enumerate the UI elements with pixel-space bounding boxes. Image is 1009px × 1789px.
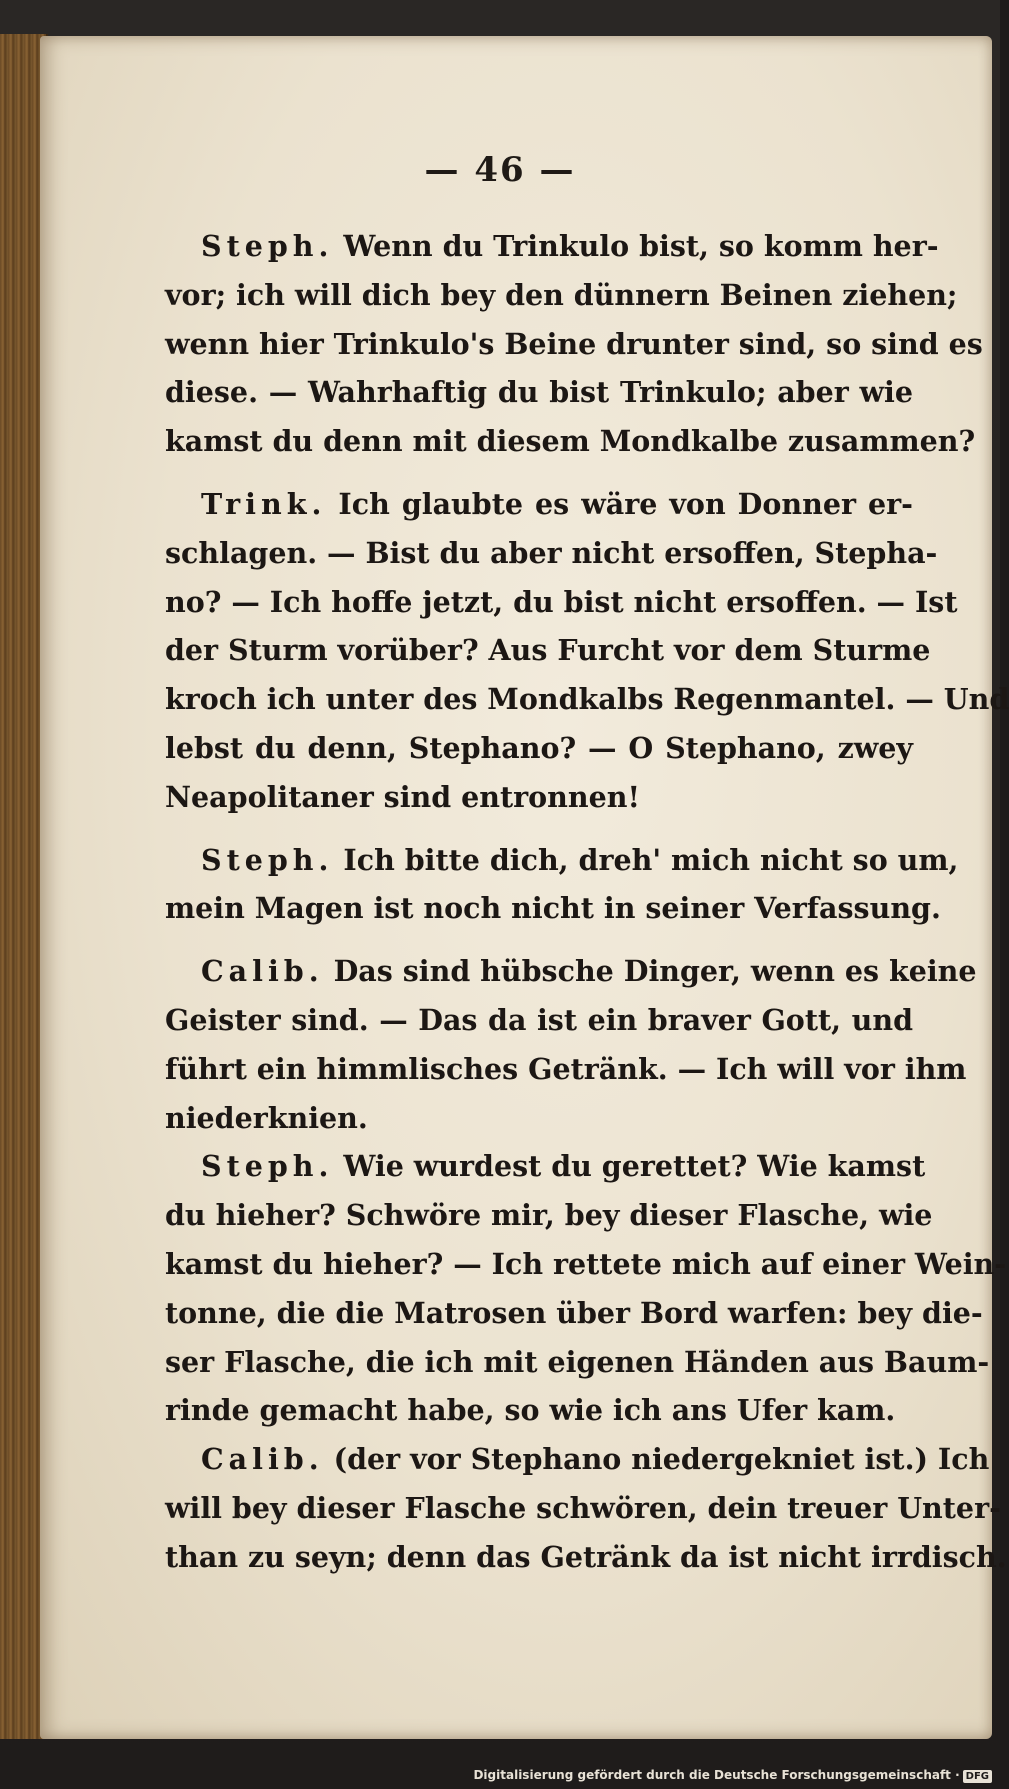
paragraph	[165, 480, 1009, 822]
text-line: kamst du hieher? — Ich rettete mich auf einer Wein-	[165, 1246, 1007, 1281]
text-line: will bey dieser Flasche schwören, dein treuer Unter-	[165, 1490, 1001, 1525]
paragraph	[165, 836, 959, 934]
text-line: tonne, die die Matrosen über Bord warfen: bey die-	[165, 1295, 983, 1330]
text-line: führt ein himmlisches Getränk. — Ich will vor ihm	[165, 1051, 967, 1086]
speaker-name: Trink.	[201, 486, 327, 521]
text-line: Steph. Wenn du Trinkulo bist, so komm her-	[201, 229, 939, 263]
paragraph	[165, 947, 977, 1142]
text-line: lebst du denn, Stephano? — O Stephano, zwey	[165, 730, 913, 765]
text-line: niederknien.	[165, 1100, 368, 1135]
speaker-name: Steph.	[201, 1149, 334, 1184]
text-line: mein Magen ist noch nicht in seiner Verfassung.	[165, 891, 941, 926]
text-line: no? — Ich hoffe jetzt, du bist nicht ersoffen. — Ist	[165, 584, 958, 619]
dfg-logo: DFG	[963, 1770, 992, 1783]
credit-text: Digitalisierung gefördert durch die Deutsche Forschungsgemeinschaft ·	[473, 1768, 960, 1782]
text-line: kroch ich unter des Mondkalbs Regenmantel. — Und	[165, 682, 1009, 717]
text-block	[165, 222, 1009, 1582]
speaker-name: Calib.	[201, 1442, 324, 1477]
text-line: Steph. Ich bitte dich, dreh' mich nicht so um,	[201, 842, 959, 877]
text-line: diese. — Wahrhaftig du bist Trinkulo; aber wie	[165, 375, 913, 410]
text-line: Trink. Ich glaubte es wäre von Donner er-	[201, 486, 913, 521]
text-line: Calib. (der vor Stephano niedergekniet ist.) Ich	[201, 1442, 990, 1477]
text-line: vor; ich will dich bey den dünnern Beinen ziehen;	[165, 277, 958, 312]
paragraph	[165, 1435, 1007, 1581]
text-line: Geister sind. — Das da ist ein braver Gott, und	[165, 1002, 913, 1037]
page-number: — 46 —	[424, 150, 576, 190]
text-line: rinde gemacht habe, so wie ich ans Ufer kam.	[165, 1393, 896, 1428]
text-line: Calib. Das sind hübsche Dinger, wenn es keine	[201, 954, 977, 989]
speaker-name: Steph.	[201, 229, 334, 263]
text-line: ser Flasche, die ich mit eigenen Händen aus Baum-	[165, 1344, 990, 1379]
text-line: wenn hier Trinkulo's Beine drunter sind, so sind es	[165, 326, 983, 361]
text-line: du hieher? Schwöre mir, bey dieser Flasche, wie	[165, 1198, 933, 1233]
digitization-credit	[473, 1768, 992, 1783]
text-line: der Sturm vorüber? Aus Furcht vor dem Sturme	[165, 633, 931, 668]
text-line: kamst du denn mit diesem Mondkalbe zusammen?	[165, 424, 976, 459]
speaker-name: Calib.	[201, 954, 324, 989]
speaker-name: Steph.	[201, 842, 334, 877]
text-line: Neapolitaner sind entronnen!	[165, 779, 640, 814]
text-line: schlagen. — Bist du aber nicht ersoffen, Stepha-	[165, 535, 938, 570]
paragraph	[165, 222, 983, 466]
text-line: than zu seyn; denn das Getränk da ist nicht irrdisch.	[165, 1539, 1007, 1574]
paragraph	[165, 1142, 1007, 1435]
text-line: Steph. Wie wurdest du gerettet? Wie kamst	[201, 1149, 926, 1184]
